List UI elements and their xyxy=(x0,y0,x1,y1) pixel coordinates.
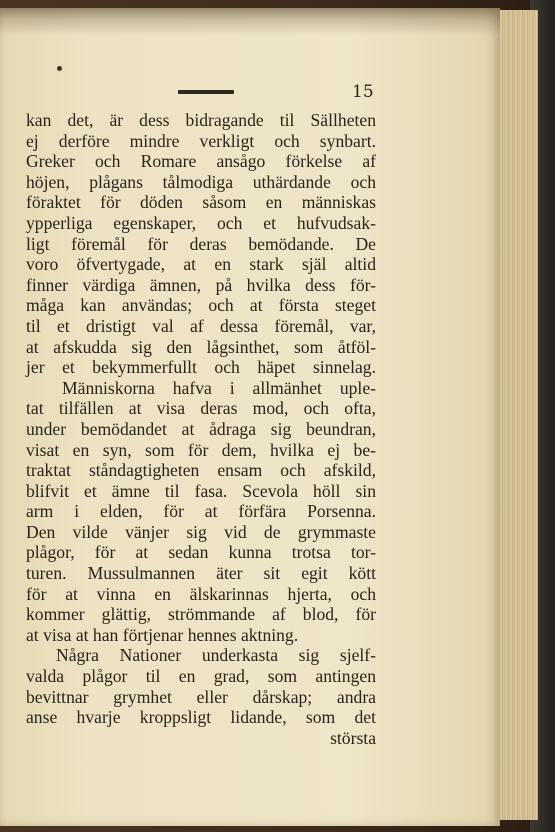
body-text xyxy=(26,110,376,748)
text-line: kan det, är dess bidragande til Sällheten xyxy=(26,110,376,130)
page-edges xyxy=(497,10,538,820)
text-line: Några Nationer underkasta sig sjelf- xyxy=(56,645,376,666)
ink-dot xyxy=(57,66,62,71)
text-line: ligt föremål för deras bemödande. De xyxy=(26,233,376,254)
page-number: 15 xyxy=(352,82,374,102)
text-line: kommer glättig, strömmande af blod, för xyxy=(26,604,376,625)
text-line: til et dristigt val af dessa föremål, var, xyxy=(26,315,376,336)
text-line: turen. Mussulmannen äter sit egit kött xyxy=(26,563,376,584)
text-line: traktat ståndagtigheten ensam och afskild, xyxy=(26,460,376,481)
page-top-shadow xyxy=(0,8,500,36)
text-line: Den vilde vänjer sig vid de grymmaste xyxy=(26,521,376,542)
text-line: för at vinna en älskarinnas hjerta, och xyxy=(26,583,376,604)
text-line: höjen, plågans tålmodiga uthärdande och xyxy=(26,171,376,192)
text-line: at afskudda sig den lågsinthet, som åtföl- xyxy=(26,336,376,357)
text-line: anse hvarje kroppsligt lidande, som det xyxy=(26,707,376,728)
text-line: finner värdiga ämnen, på hvilka dess för- xyxy=(26,274,376,295)
text-line: bevittnar grymhet eller dårskap; andra xyxy=(26,686,376,707)
text-line: arm i elden, för at förfära Porsenna. xyxy=(26,501,376,522)
text-line: at visa at han förtjenar hennes aktning. xyxy=(26,624,299,645)
text-line: Människorna hafva i allmänhet uple- xyxy=(62,377,376,398)
text-line: föraktet för döden såsom en människas xyxy=(26,192,376,213)
catchword: största xyxy=(330,727,376,748)
text-line: ypperliga egenskaper, och et hufvudsak- xyxy=(26,212,376,233)
text-line: plågor, för at sedan kunna trotsa tor- xyxy=(26,542,376,563)
text-line: ej derföre mindre verkligt och synbart. xyxy=(26,130,376,151)
text-line: Greker och Romare ansågo förkelse af xyxy=(26,151,376,172)
text-line: jer et bekymmerfullt och häpet sinnelag. xyxy=(26,357,376,378)
text-line: måga kan användas; och at första steget xyxy=(26,295,376,316)
text-line: voro öfvertygade, at en stark själ altid xyxy=(26,254,376,275)
header-ornament-rule xyxy=(178,90,234,94)
text-line: blifvit et ämne til fasa. Scevola höll sin xyxy=(26,480,376,501)
text-line: tat tilfällen at visa deras mod, och ofta, xyxy=(26,398,376,419)
text-line: valda plågor til en grad, som antingen xyxy=(26,666,376,687)
text-line: under bemödandet at ådraga sig beundran, xyxy=(26,418,376,439)
text-line: visat en syn, som för dem, hvilka ej be- xyxy=(26,439,376,460)
